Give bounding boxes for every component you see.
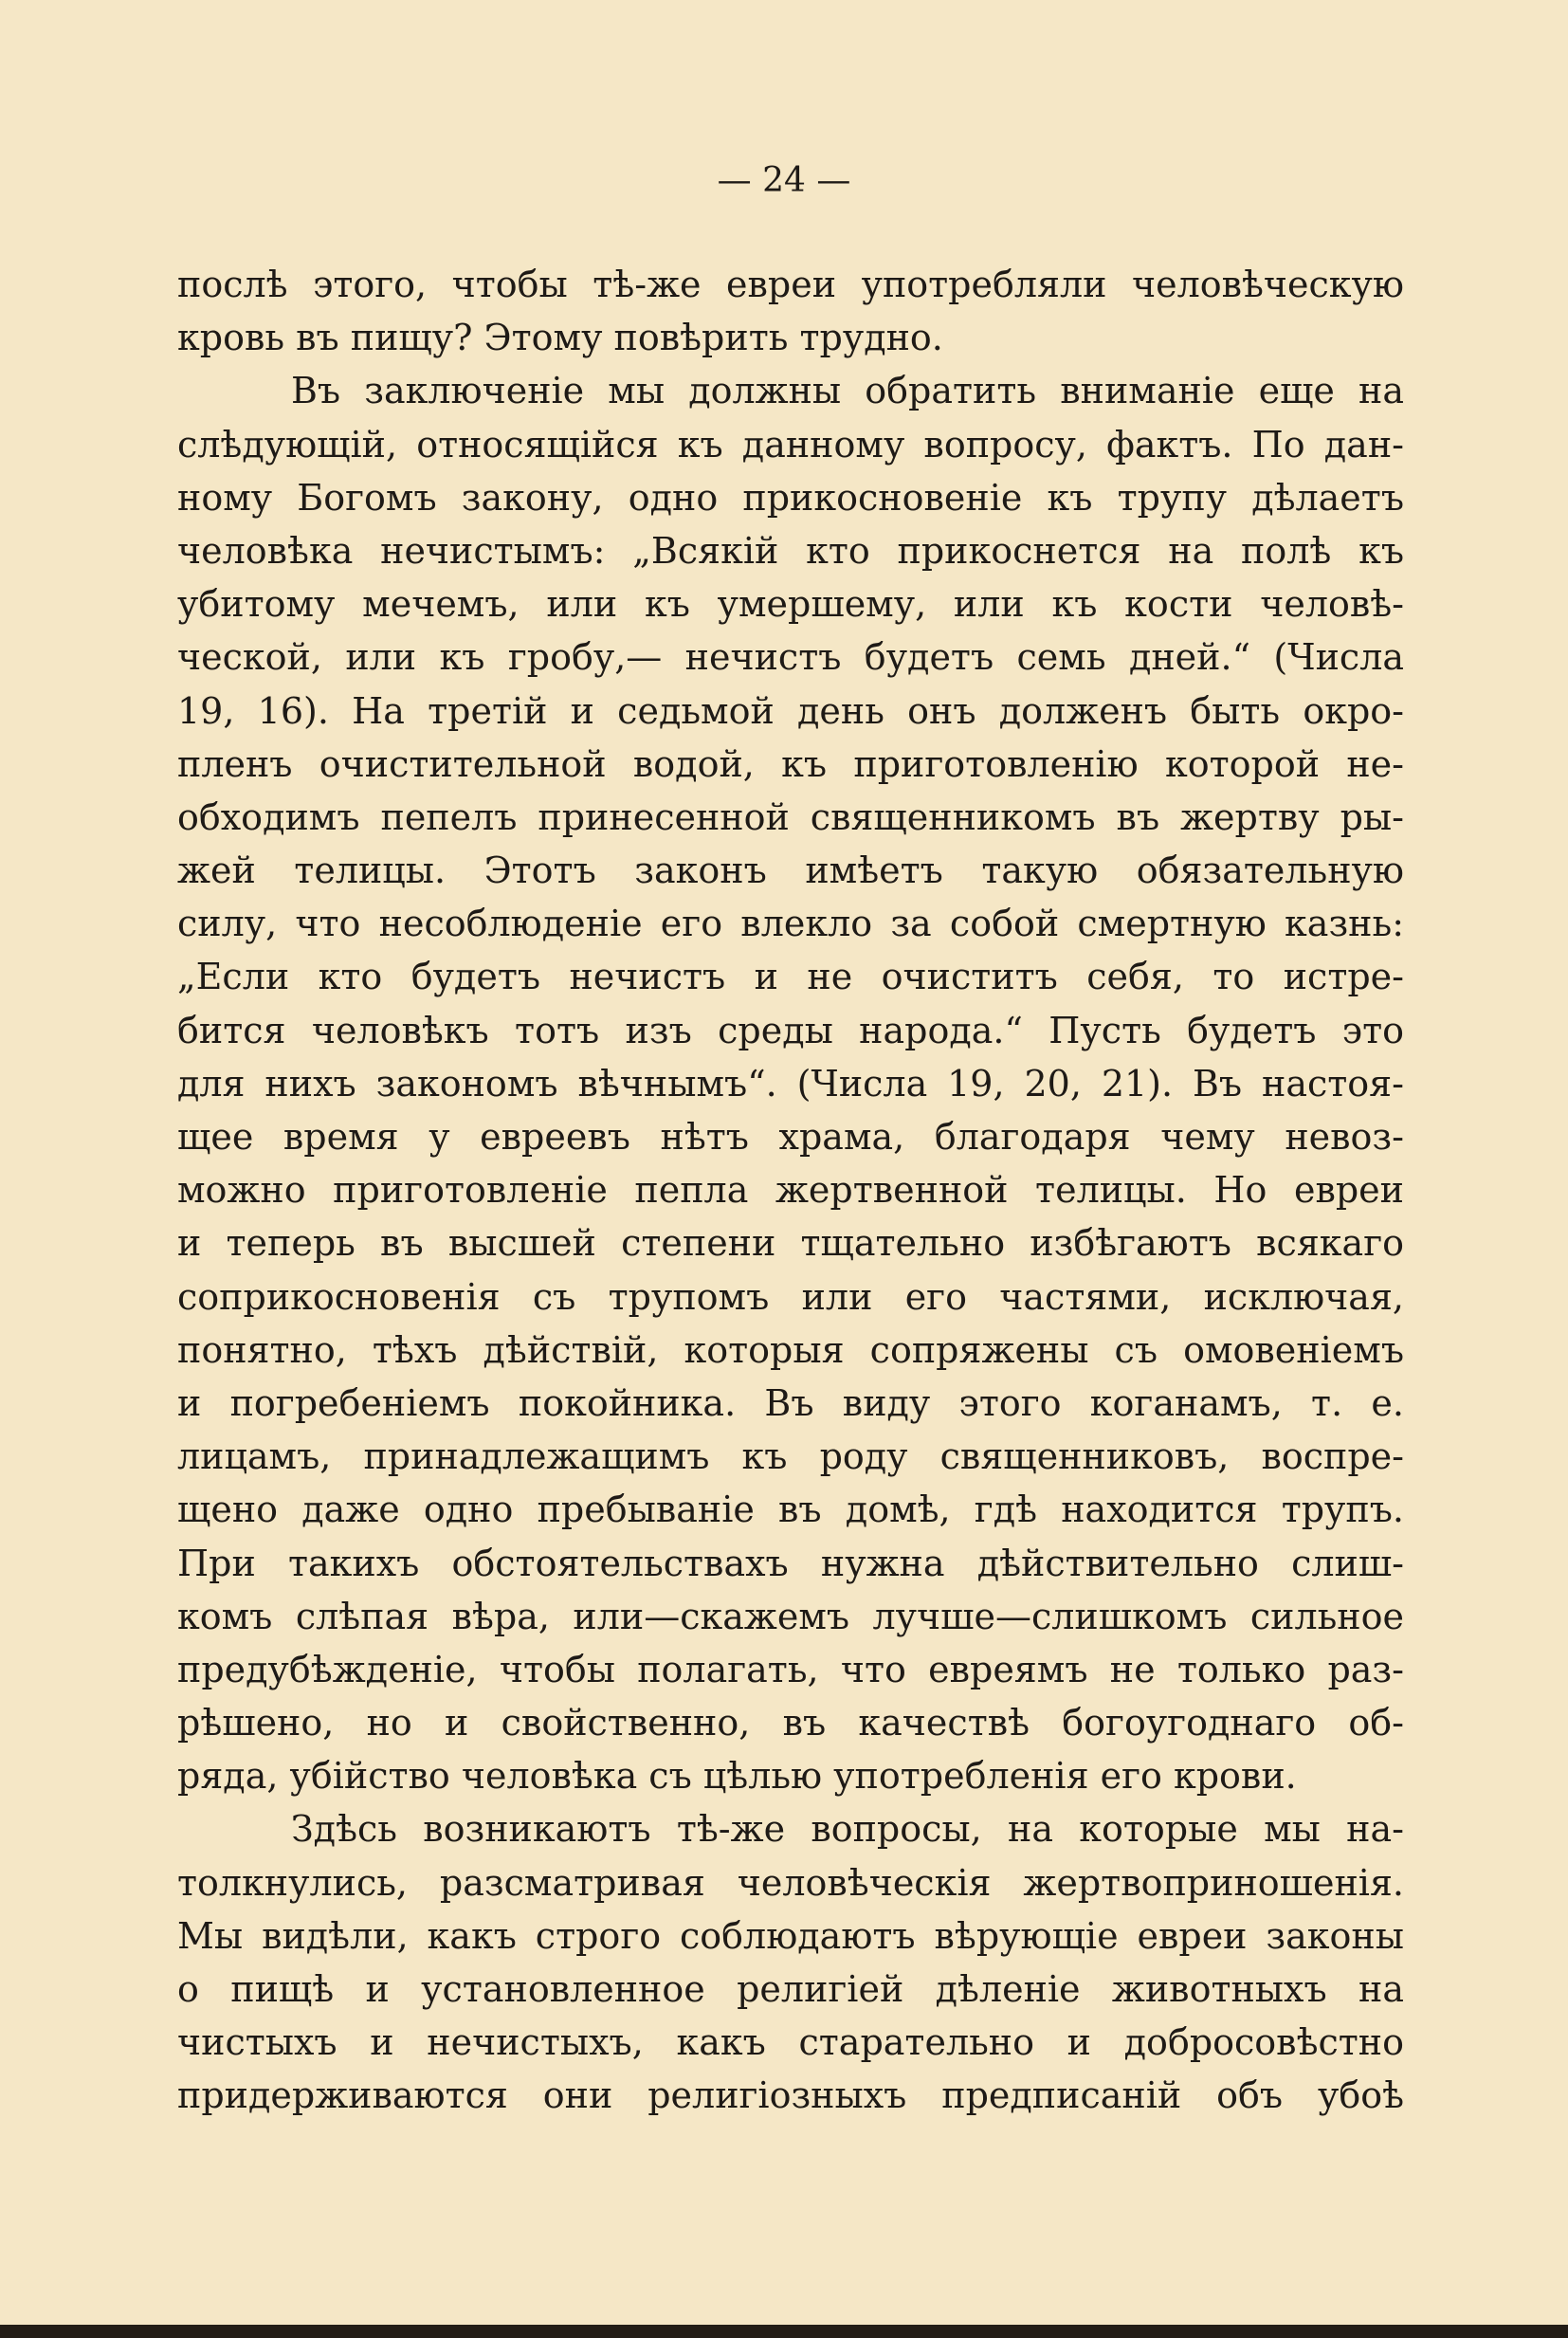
text-line: для нихъ закономъ вѣчнымъ“. (Числа 19, 20, 21). Въ настоя- xyxy=(177,1062,1404,1105)
text-line: предубѣжденіе, чтобы полагать, что евреямъ не только раз- xyxy=(177,1648,1404,1690)
text-line: щено даже одно пребываніе въ домѣ, гдѣ находится трупъ. xyxy=(177,1489,1404,1531)
text-line: силу, что несоблюденіе его влекло за собой смертную казнь: xyxy=(177,903,1404,945)
text-line: соприкосновенія съ трупомъ или его частями, исключая, xyxy=(177,1275,1404,1318)
text-line: рѣшено, но и свойственно, въ качествѣ богоугоднаго об- xyxy=(177,1702,1404,1744)
text-line: ряда, убійство человѣка съ цѣлью употребленія его крови. xyxy=(177,1755,1297,1798)
text-line: придерживаются они религіозныхъ предписаній объ убоѣ xyxy=(177,2074,1404,2117)
text-line: кровь въ пищу? Этому повѣрить трудно. xyxy=(177,317,943,359)
text-line: ному Богомъ закону, одно прикосновеніе къ трупу дѣлаетъ xyxy=(177,476,1404,519)
text-line: послѣ этого, чтобы тѣ-же евреи употребляли человѣческую xyxy=(177,264,1404,305)
text-line: бится человѣкъ тотъ изъ среды народа.“ Пусть будетъ это xyxy=(177,1009,1404,1051)
text-line: и теперь въ высшей степени тщательно избѣгаютъ всякаго xyxy=(177,1222,1404,1265)
text-line: можно приготовленіе пепла жертвенной телицы. Но евреи xyxy=(177,1169,1404,1212)
text-line: о пищѣ и установленное религіей дѣленіе животныхъ на xyxy=(177,1968,1404,2010)
text-line: 19, 16). На третій и седьмой день онъ долженъ быть окро- xyxy=(177,689,1404,732)
text-line: Здѣсь возникаютъ тѣ-же вопросы, на которые мы на- xyxy=(291,1808,1404,1851)
text-line: пленъ очистительной водой, къ приготовленію которой не- xyxy=(177,742,1404,785)
page-number: — 24 — xyxy=(717,161,851,200)
text-line: обходимъ пепелъ принесенной священникомъ въ жертву ры- xyxy=(177,795,1404,838)
text-line: комъ слѣпая вѣра, или—скажемъ лучше—слишкомъ сильное xyxy=(177,1595,1404,1637)
text-line: понятно, тѣхъ дѣйствій, которыя сопряжены съ омовеніемъ xyxy=(177,1328,1404,1371)
text-line: щее время у евреевъ нѣтъ храма, благодаря чему невоз- xyxy=(177,1116,1404,1158)
text-line: убитому мечемъ, или къ умершему, или къ кости человѣ- xyxy=(177,583,1404,626)
body-text xyxy=(177,258,1404,2123)
text-line: лицамъ, принадлежащимъ къ роду священниковъ, воспре- xyxy=(177,1435,1404,1478)
text-line: и погребеніемъ покойника. Въ виду этого коганамъ, т. е. xyxy=(177,1381,1404,1424)
text-line: жей телицы. Этотъ законъ имѣетъ такую обязательную xyxy=(177,849,1404,892)
text-line: Мы видѣли, какъ строго соблюдаютъ вѣрующіе евреи законы xyxy=(177,1914,1404,1957)
text-line: слѣдующій, относящійся къ данному вопросу, фактъ. По дан- xyxy=(177,423,1404,466)
text-line: „Если кто будетъ нечистъ и не очиститъ себя, то истре- xyxy=(177,956,1404,998)
text-line: Въ заключеніе мы должны обратить вниманіе еще на xyxy=(291,370,1404,412)
text-line: чистыхъ и нечистыхъ, какъ старательно и добросовѣстно xyxy=(177,2021,1404,2064)
text-line: ческой, или къ гробу,— нечистъ будетъ семь дней.“ (Числа xyxy=(177,636,1404,679)
text-line: толкнулись, разсматривая человѣческія жертвоприношенія. xyxy=(177,1861,1404,1904)
scan-bottom-edge xyxy=(0,2325,1568,2338)
text-line: При такихъ обстоятельствахъ нужна дѣйствительно слиш- xyxy=(177,1542,1404,1584)
text-line: человѣка нечистымъ: „Всякій кто прикоснется на полѣ къ xyxy=(177,529,1404,572)
